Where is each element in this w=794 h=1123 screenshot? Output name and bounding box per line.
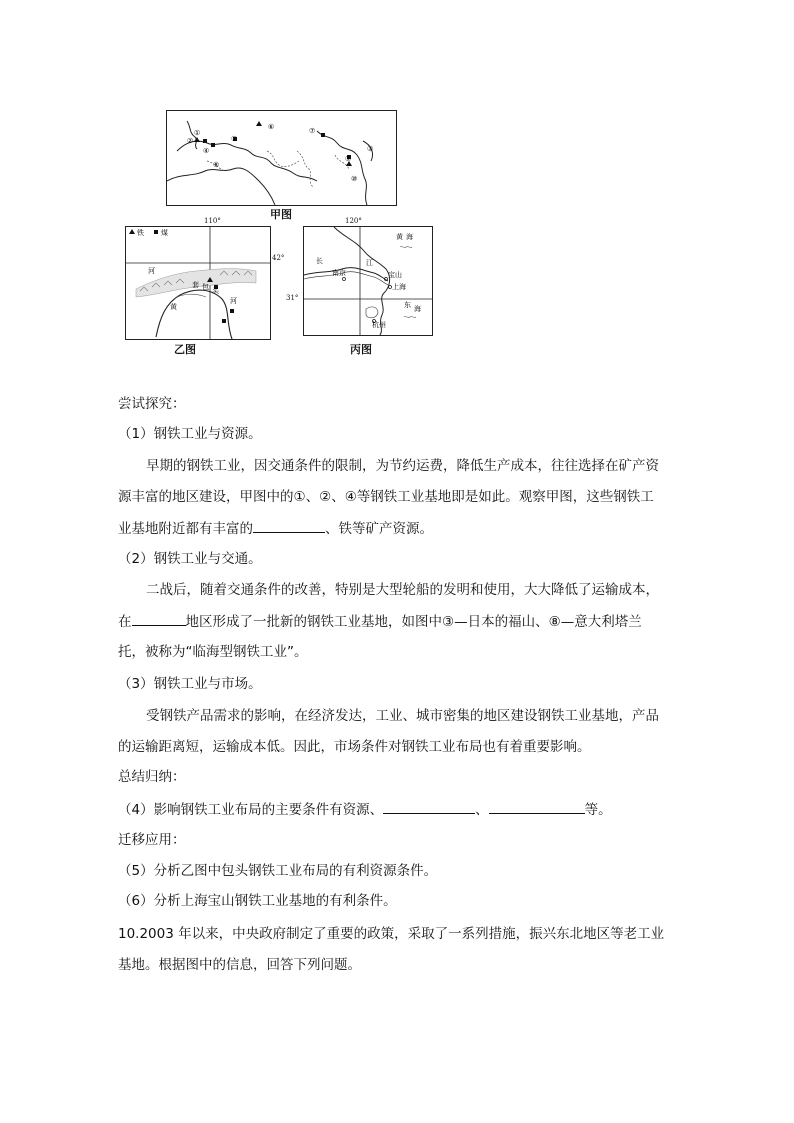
- question-5: （5）分析乙图中包头钢铁工业布局的有利资源条件。: [118, 863, 438, 879]
- caption-bing: 丙图: [350, 343, 372, 356]
- caption-jia: 甲图: [270, 208, 292, 221]
- paragraph-2-line-1: 二战后，随着交通条件的改善，特别是大型轮船的发明和使用，大大降低了运输成本，: [146, 582, 659, 598]
- bing-latitude: 31°: [286, 294, 299, 302]
- map-bing-drawing: [304, 227, 432, 335]
- subheading-1: （1）钢铁工业与资源。: [118, 426, 262, 442]
- label-nanjing: 南京: [332, 269, 346, 277]
- label-baoshan: 宝山: [388, 271, 402, 279]
- marker-6: ⑥: [268, 123, 275, 131]
- label-he-2: 河: [230, 297, 237, 305]
- map-jia: [166, 110, 397, 206]
- question-10-line-1: 10.2003 年以来，中央政府制定了重要的政策，采取了一系列措施，振兴东北地区等老工业: [118, 926, 665, 942]
- label-jiang: 江: [366, 259, 373, 267]
- label-dong: 东: [404, 301, 411, 309]
- map-jia-drawing: [167, 111, 396, 205]
- map-bing: [303, 226, 433, 336]
- marker-3: ③: [367, 145, 374, 153]
- yi-longitude: 110°: [204, 217, 221, 225]
- paragraph-3-line-1: 受钢铁产品需求的影响，在经济发达，工业、城市密集的地区建设钢铁工业基地，产品: [146, 708, 659, 724]
- label-huang: 黄: [170, 303, 177, 311]
- section-heading-summary: 总结归纳：: [118, 769, 186, 785]
- marker-9: ⑨: [345, 155, 352, 163]
- paragraph-1-line-1: 早期的钢铁工业，因交通条件的限制，为节约运费，降低生产成本，往往选择在矿产资: [146, 458, 659, 474]
- legend-iron: 铁: [137, 229, 144, 237]
- marker-5: ⑤: [231, 135, 238, 143]
- marker-4: ④: [203, 147, 210, 155]
- question-4-c: 等。: [584, 802, 612, 818]
- paragraph-2-line-2: [118, 611, 642, 632]
- paragraph-1-line-3: [118, 518, 433, 539]
- label-shanghai: 上海: [392, 283, 406, 291]
- label-hai-1: 海: [406, 233, 413, 241]
- label-hai-2: 海: [414, 305, 421, 313]
- label-huang: 黄: [396, 233, 403, 241]
- paragraph-2-line-3: 托，被称为“临海型钢铁工业”。: [118, 644, 308, 660]
- yi-latitude: 42°: [272, 254, 285, 262]
- question-10-line-2: 基地。根据图中的信息，回答下列问题。: [118, 957, 361, 973]
- label-tao: 套: [192, 281, 199, 289]
- question-6: （6）分析上海宝山钢铁工业基地的有利条件。: [118, 893, 397, 909]
- paragraph-2-line-2-b: 地区形成了一批新的钢铁工业基地，如图中③—日本的福山、⑧—意大利塔兰: [185, 614, 642, 630]
- label-hangzhou: 杭州: [372, 321, 386, 329]
- question-4-b: 、: [475, 802, 489, 818]
- marker-10: ⑩: [351, 175, 358, 183]
- question-4-a: （4）影响钢铁工业布局的主要条件有资源、: [118, 802, 384, 818]
- label-tou: 头: [212, 287, 219, 295]
- map-yi-drawing: [126, 227, 270, 339]
- answer-blank-4[interactable]: [489, 799, 585, 814]
- legend-coal: 煤: [161, 229, 168, 237]
- label-chang: 长: [316, 257, 323, 265]
- subheading-2: （2）钢铁工业与交通。: [118, 551, 262, 567]
- paragraph-1-line-3-a: 业基地附近都有丰富的: [118, 521, 253, 537]
- answer-blank-3[interactable]: [383, 799, 475, 814]
- label-bao: 包: [202, 283, 209, 291]
- marker-8: ⑧: [213, 161, 220, 169]
- paragraph-3-line-2: 的运输距离短，运输成本低。因此，市场条件对钢铁工业布局也有着重要影响。: [118, 739, 591, 755]
- marker-2: ②: [187, 137, 194, 145]
- map-yi: [125, 226, 271, 340]
- answer-blank-1[interactable]: [253, 518, 325, 533]
- answer-blank-2[interactable]: [132, 611, 186, 626]
- section-heading-apply: 迁移应用：: [118, 832, 186, 848]
- label-he-1: 河: [148, 267, 155, 275]
- marker-7: ⑦: [309, 127, 316, 135]
- marker-1: ①: [194, 129, 201, 137]
- paragraph-2-line-2-a: 在: [118, 614, 132, 630]
- bing-longitude: 120°: [345, 217, 362, 225]
- subheading-3: （3）钢铁工业与市场。: [118, 676, 262, 692]
- section-heading-explore: 尝试探究：: [118, 396, 186, 412]
- paragraph-1-line-2: 源丰富的地区建设，甲图中的①、②、④等钢铁工业基地即是如此。观察甲图，这些钢铁工: [118, 489, 654, 505]
- question-4: [118, 799, 612, 820]
- caption-yi: 乙图: [174, 343, 196, 356]
- paragraph-1-line-3-b: 、铁等矿产资源。: [325, 521, 433, 537]
